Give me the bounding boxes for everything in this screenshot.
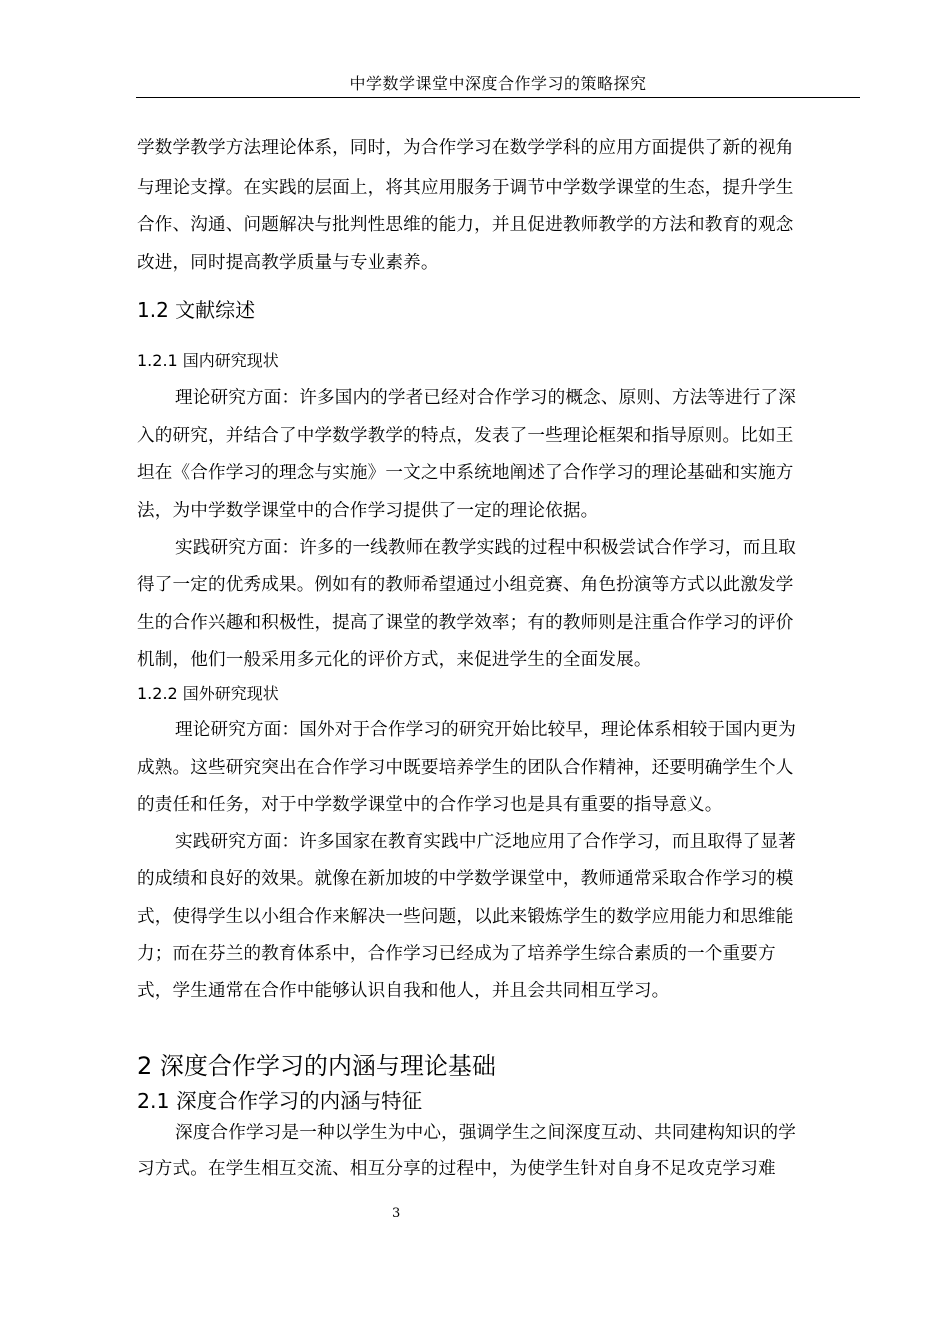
text-line: 得了一定的优秀成果。例如有的教师希望通过小组竞赛、角色扮演等方式以此激发学 [137, 575, 794, 595]
text-line: 实践研究方面：许多国家在教育实践中广泛地应用了合作学习，而且取得了显著 [175, 832, 797, 852]
text-line: 生的合作兴趣和积极性，提高了课堂的教学效率；有的教师则是注重合作学习的评价 [137, 613, 794, 633]
text-line: 理论研究方面：许多国内的学者已经对合作学习的概念、原则、方法等进行了深 [175, 388, 797, 408]
text-line: 习方式。在学生相互交流、相互分享的过程中，为使学生针对自身不足攻克学习难 [137, 1159, 776, 1179]
text-line: 合作、沟通、问题解决与批判性思维的能力，并且促进教师教学的方法和教育的观念 [137, 215, 794, 235]
section-heading-1-2: 1.2 文献综述 [137, 298, 256, 322]
text-line: 入的研究，并结合了中学数学教学的特点，发表了一些理论框架和指导原则。比如王 [137, 426, 794, 446]
text-line: 理论研究方面：国外对于合作学习的研究开始比较早，理论体系相较于国内更为 [175, 720, 797, 740]
text-line: 实践研究方面：许多的一线教师在教学实践的过程中积极尝试合作学习，而且取 [175, 538, 797, 558]
text-line: 法，为中学数学课堂中的合作学习提供了一定的理论依据。 [137, 501, 599, 521]
text-line: 的成绩和良好的效果。就像在新加坡的中学数学课堂中，教师通常采取合作学习的模 [137, 869, 794, 889]
page-number: 3 [392, 1206, 401, 1221]
text-line: 学数学教学方法理论体系，同时，为合作学习在数学学科的应用方面提供了新的视角 [137, 138, 794, 158]
text-line: 力；而在芬兰的教育体系中，合作学习已经成为了培养学生综合素质的一个重要方 [137, 944, 776, 964]
text-line: 坦在《合作学习的理念与实施》一文之中系统地阐述了合作学习的理论基础和实施方 [137, 463, 794, 483]
text-line: 机制，他们一般采用多元化的评价方式，来促进学生的全面发展。 [137, 650, 652, 670]
section-heading-2-1: 2.1 深度合作学习的内涵与特征 [137, 1089, 423, 1113]
text-line: 深度合作学习是一种以学生为中心，强调学生之间深度互动、共同建构知识的学 [175, 1123, 797, 1143]
text-line: 的责任和任务，对于中学数学课堂中的合作学习也是具有重要的指导意义。 [137, 795, 723, 815]
text-line: 与理论支撑。在实践的层面上，将其应用服务于调节中学数学课堂的生态，提升学生 [137, 178, 794, 198]
header-divider [136, 97, 860, 98]
text-line: 式，使得学生以小组合作来解决一些问题，以此来锻炼学生的数学应用能力和思维能 [137, 907, 794, 927]
subsection-heading-1-2-1: 1.2.1 国内研究现状 [137, 351, 279, 370]
running-header-title: 中学数学课堂中深度合作学习的策略探究 [349, 74, 647, 93]
text-line: 成熟。这些研究突出在合作学习中既要培养学生的团队合作精神，还要明确学生个人 [137, 758, 794, 778]
text-line: 改进，同时提高教学质量与专业素养。 [137, 253, 439, 273]
chapter-heading-2: 2 深度合作学习的内涵与理论基础 [137, 1052, 496, 1080]
subsection-heading-1-2-2: 1.2.2 国外研究现状 [137, 684, 279, 703]
text-line: 式，学生通常在合作中能够认识自我和他人，并且会共同相互学习。 [137, 981, 670, 1001]
